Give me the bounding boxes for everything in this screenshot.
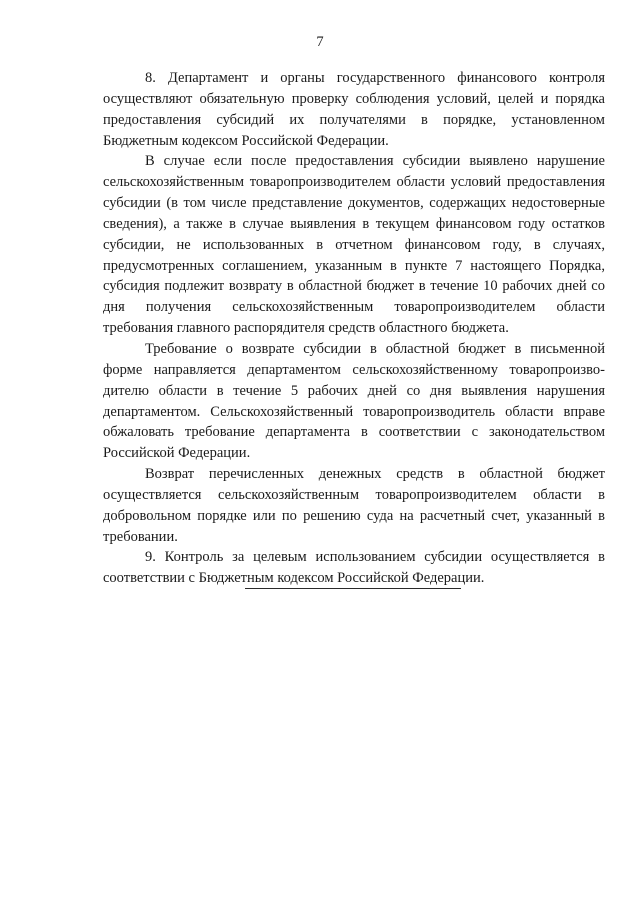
end-divider-line	[245, 588, 461, 589]
paragraph-clause-9: 9. Контроль за целевым использованием субсидии осуществляется в соответствии с Бюджетным кодексом Российской Федерации.	[103, 549, 605, 587]
paragraph-violation-refund: В случае если после предоставления субсидии выявлено нарушение сельскохозяйственным товаропроизводителем области условий предоставления субсидии (в том числе представление документов, содержащих недостоверные сведения), а также в случае выявления в текущем финансовом году остатков субсидии, не использованных в отчетном финансовом году, в случаях, предусмотренных соглашением, указанным в пункте 7 настоящего Порядка, субсидия подлежит возврату в областной бюджет в течение 10 рабочих дней со дня получения сельскохозяйственным товаропроизводителем области требования главного распорядителя средств областного бюджета.	[103, 153, 605, 337]
paragraph-refund-demand: Требование о возврате субсидии в областной бюджет в письменной форме направляется департаментом сельскохозяйственному товаропроизводителю области в течение 5 рабочих дней со дня выявления нарушения департаментом. Сельскохозяйственный товаропроизводитель области вправе обжаловать требование департамента в соответствии с законодательством Российской Федерации.	[103, 340, 605, 462]
page-number: 7	[316, 34, 324, 50]
document-body	[103, 68, 605, 589]
paragraph-clause-8: 8. Департамент и органы государственного финансового контроля осуществляют обязательную проверку соблюдения условий, целей и порядка предоставления субсидий их получателями в порядке, установленном Бюджетным кодексом Российской Федерации.	[103, 70, 605, 149]
paragraph-refund-procedure: Возврат перечисленных денежных средств в областной бюджет осуществляется сельскохозяйственным товаропроизводителем области в добровольном порядке или по решению суда на расчетный счет, указанный в требовании.	[103, 466, 605, 545]
